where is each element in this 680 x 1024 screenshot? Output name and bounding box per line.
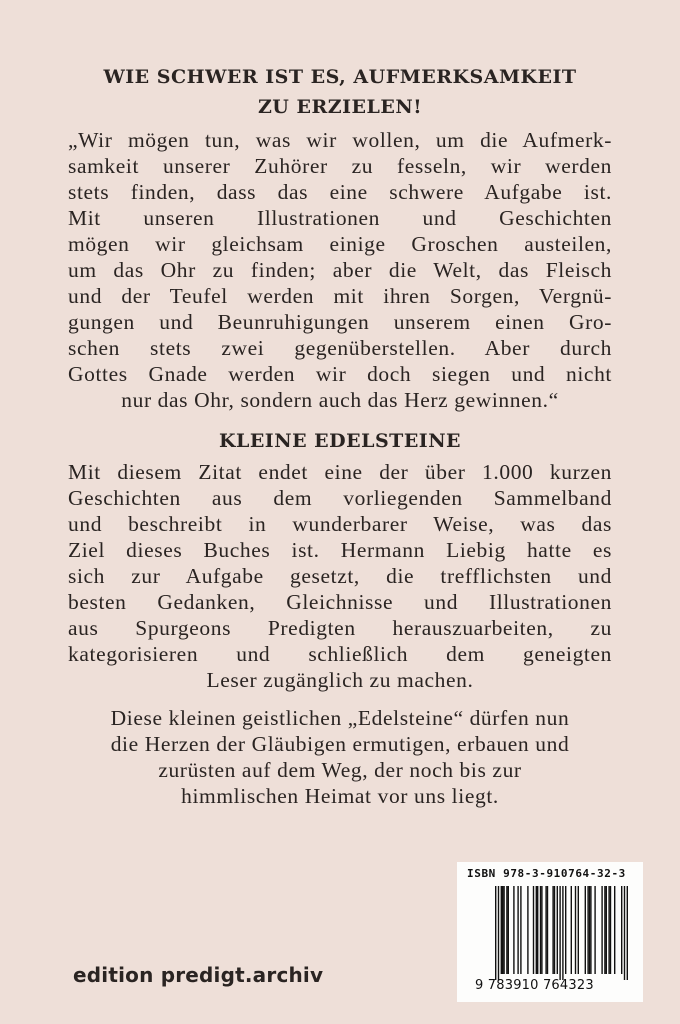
barcode-bar: [624, 886, 625, 980]
barcode-bar: [587, 886, 588, 974]
barcode-label: [457, 862, 643, 1002]
barcode-bar: [536, 886, 537, 974]
barcode-bar: [527, 886, 528, 974]
closing-line: zurüsten auf dem Weg, der noch bis zur: [158, 758, 522, 782]
barcode-bar: [498, 886, 499, 980]
quote-line: Gottes Gnade werden wir doch siegen und nicht: [68, 362, 612, 386]
barcode-bar: [508, 886, 509, 974]
title-heading: [0, 62, 680, 122]
barcode-bar: [627, 886, 628, 980]
publisher-name: edition predigt.archiv: [73, 963, 324, 987]
intro-line: Geschichten aus dem vorliegenden Sammelband: [68, 486, 612, 510]
intro-line: besten Gedanken, Gleichnisse und Illustrationen: [68, 590, 612, 614]
intro-paragraph: [68, 459, 612, 693]
quote-line: „Wir mögen tun, was wir wollen, um die Aufmerk-: [68, 128, 612, 152]
closing-line: die Herzen der Gläubigen ermutigen, erbauen und: [110, 732, 570, 756]
ean-digits: 9 783910 764323: [475, 978, 594, 993]
quote-line: samkeit unserer Zuhörer zu fesseln, wir werden: [68, 154, 612, 178]
intro-line: aus Spurgeons Predigten herauszuarbeiten, zu: [68, 616, 612, 640]
barcode-bar: [520, 886, 521, 974]
quote-line: stets finden, dass das eine schwere Aufgabe ist.: [68, 180, 612, 204]
barcode-bar: [610, 886, 611, 974]
barcode-bar: [503, 886, 504, 974]
intro-line: Mit diesem Zitat endet eine der über 1.000 kurzen: [68, 460, 612, 484]
barcode-bar: [557, 886, 558, 974]
barcode-bar: [540, 886, 541, 974]
barcode-bar: [501, 886, 502, 974]
barcode-bar: [565, 886, 566, 974]
barcode-bar: [562, 886, 563, 980]
barcode-bar: [541, 886, 542, 974]
barcode-bar: [606, 886, 607, 974]
title-line-2: ZU ERZIELEN!: [257, 96, 423, 118]
barcode-bar: [575, 886, 576, 974]
quote-line: Mit unseren Illustrationen und Geschichten: [68, 206, 612, 230]
barcode-bar: [513, 886, 514, 974]
barcode-bar: [578, 886, 579, 974]
isbn-text: ISBN 978-3-910764-32-3: [467, 867, 626, 880]
barcode-bar: [621, 886, 622, 974]
intro-line: Ziel dieses Buches ist. Hermann Liebig hatte es: [68, 538, 612, 562]
quote-line: nur das Ohr, sondern auch das Herz gewinnen.“: [121, 388, 559, 412]
barcode-bar: [552, 886, 553, 974]
barcode-bar: [590, 886, 591, 974]
closing-paragraph: [68, 705, 612, 809]
intro-line: sich zur Aufgabe gesetzt, die trefflichsten und: [68, 564, 612, 588]
barcode-bar: [589, 886, 590, 974]
barcode-bar: [614, 886, 615, 974]
barcode-bar: [545, 886, 546, 974]
barcode-bar: [547, 886, 548, 974]
barcode-bar: [517, 886, 518, 974]
barcode-bar: [571, 886, 572, 974]
quote-line: um das Ohr zu finden; aber die Welt, das Fleisch: [68, 258, 612, 282]
intro-line: und beschreibt in wunderbarer Weise, was das: [68, 512, 612, 536]
quote-line: gungen und Beunruhigungen unserem einen Gro-: [68, 310, 612, 334]
barcode-bar: [604, 886, 605, 974]
closing-line: himmlischen Heimat vor uns liegt.: [181, 784, 499, 808]
barcode-bar: [502, 886, 503, 974]
barcode-bar: [533, 886, 534, 974]
barcode-bar: [506, 886, 507, 974]
quote-line: und der Teufel werden mit ihren Sorgen, Vergnü-: [68, 284, 612, 308]
title-line-1: WIE SCHWER IST ES, AUFMERKSAMKEIT: [103, 66, 577, 88]
quote-line: schen stets zwei gegenüberstellen. Aber durch: [68, 336, 612, 360]
intro-line: kategorisieren und schließlich dem geneigten: [68, 642, 612, 666]
quote-line: mögen wir gleichsam einige Groschen austeilen,: [68, 232, 612, 256]
barcode-bar: [585, 886, 586, 974]
intro-line: Leser zugänglich zu machen.: [206, 668, 474, 692]
closing-line: Diese kleinen geistlichen „Edelsteine“ dürfen nun: [110, 706, 570, 730]
barcode-bar: [601, 886, 602, 974]
section-heading: KLEINE EDELSTEINE: [218, 430, 462, 452]
barcode-bar: [559, 886, 560, 980]
barcode-bar: [495, 886, 496, 980]
quote-paragraph: [68, 127, 612, 413]
barcode-bar: [608, 886, 609, 974]
barcode-bar: [537, 886, 538, 974]
barcode-bar: [554, 886, 555, 974]
barcode-bar: [594, 886, 595, 974]
